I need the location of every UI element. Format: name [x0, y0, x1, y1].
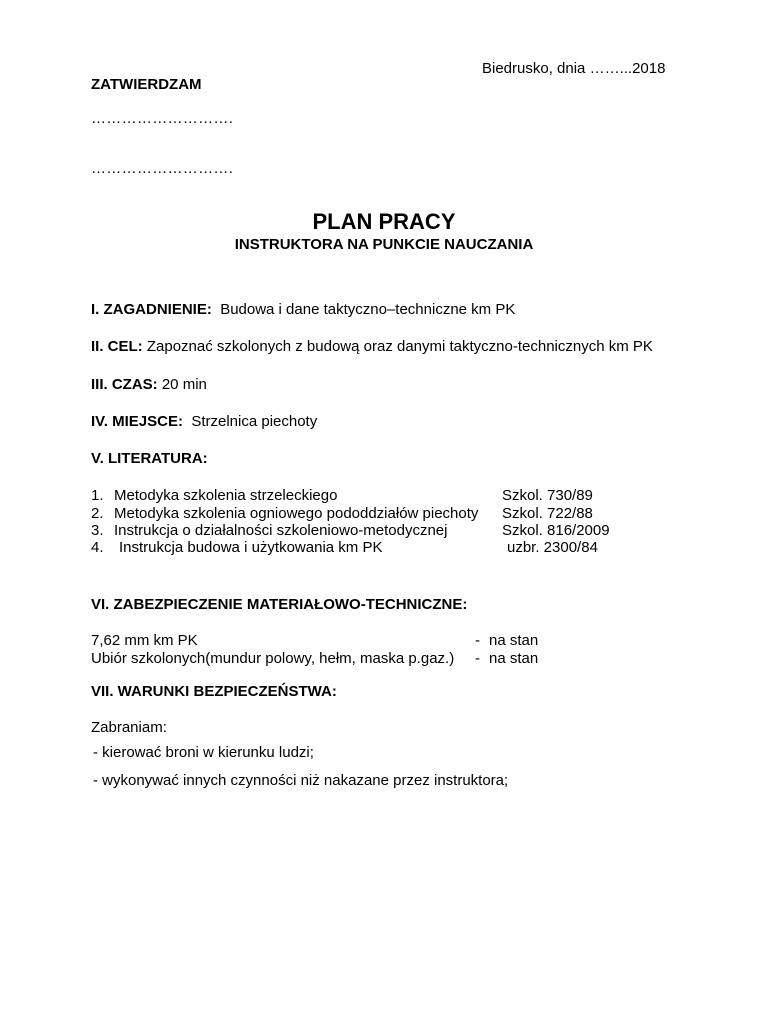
section-value: 20 min	[161, 376, 207, 393]
literature-number: 3.	[91, 522, 104, 539]
signature-line: ……………………….	[91, 160, 234, 177]
literature-title: Instrukcja o działalności szkoleniowo-metodycznej	[114, 522, 448, 539]
equipment-item: 7,62 mm km PK	[91, 632, 198, 649]
section-safety-heading: VII. WARUNKI BEZPIECZEŃSTWA:	[91, 683, 337, 700]
signature-line: ……………………….	[91, 110, 234, 127]
section-value: Budowa i dane taktyczno–techniczne km PK	[220, 301, 516, 318]
safety-rule: - wykonywać innych czynności niż nakazane przez instruktora;	[93, 772, 509, 789]
equipment-item: Ubiór szkolonych(mundur polowy, hełm, maska p.gaz.)	[91, 650, 455, 667]
section-goal	[91, 338, 653, 356]
section-value: Strzelnica piechoty	[191, 413, 318, 430]
literature-reference: Szkol. 730/89	[502, 487, 593, 504]
equipment-status: na stan	[489, 632, 539, 649]
section-value: Zapoznać szkolonych z budową oraz danymi taktyczno-technicznych km PK	[146, 338, 653, 355]
place-date: Biedrusko, dnia ……...2018	[482, 60, 666, 77]
equipment-dash: -	[475, 650, 480, 667]
literature-title: Metodyka szkolenia strzeleckiego	[114, 487, 338, 504]
section-literature-heading: V. LITERATURA:	[91, 450, 208, 467]
section-label: I. ZAGADNIENIE:	[91, 301, 212, 318]
safety-intro: Zabraniam:	[91, 719, 167, 736]
section-label: IV. MIEJSCE:	[91, 413, 183, 430]
literature-title: Metodyka szkolenia ogniowego pododdziałów piechoty	[114, 505, 479, 522]
document-subtitle: INSTRUKTORA NA PUNKCIE NAUCZANIA	[234, 236, 534, 253]
section-topic	[91, 301, 515, 319]
equipment-status: na stan	[489, 650, 539, 667]
equipment-dash: -	[475, 632, 480, 649]
literature-title: Instrukcja budowa i użytkowania km PK	[119, 539, 383, 556]
literature-reference: Szkol. 722/88	[502, 505, 593, 522]
section-label: III. CZAS:	[91, 376, 158, 393]
approval-heading: ZATWIERDZAM	[91, 76, 202, 93]
literature-reference: uzbr. 2300/84	[507, 539, 598, 556]
document-title: PLAN PRACY	[312, 209, 456, 234]
section-time	[91, 376, 207, 394]
safety-rule: - kierować broni w kierunku ludzi;	[93, 744, 314, 761]
literature-reference: Szkol. 816/2009	[502, 522, 610, 539]
literature-number: 2.	[91, 505, 104, 522]
section-place	[91, 413, 317, 431]
literature-number: 1.	[91, 487, 104, 504]
section-label: II. CEL:	[91, 338, 143, 355]
section-equipment-heading: VI. ZABEZPIECZENIE MATERIAŁOWO-TECHNICZNE:	[91, 596, 468, 613]
literature-number: 4.	[91, 539, 104, 556]
